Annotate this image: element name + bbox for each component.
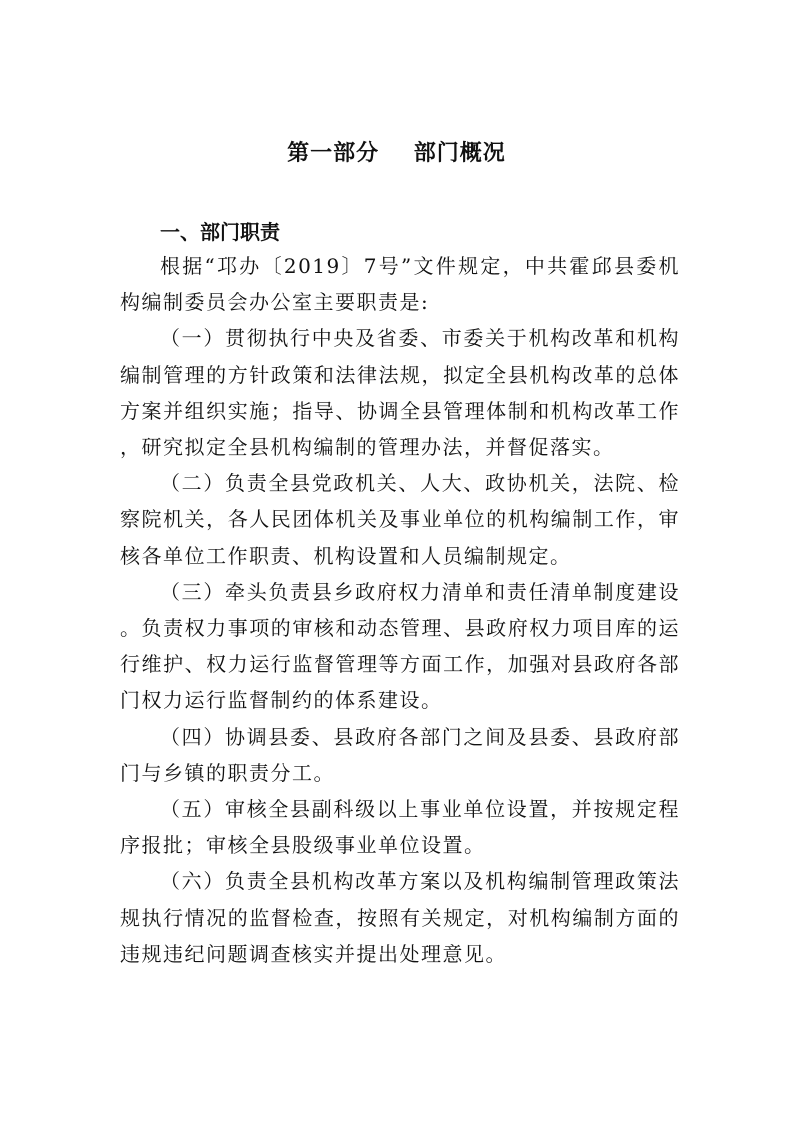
paragraph-duty-4: （四）协调县委、县政府各部门之间及县委、县政府部门与乡镇的职责分工。 [120, 724, 680, 785]
section-heading: 一、部门职责 [160, 220, 280, 244]
paragraph-duty-3: （三）牵头负责县乡政府权力清单和责任清单制度建设。负责权力事项的审核和动态管理、县政府权力项目库的运行维护、权力运行监督管理等方面工作，加强对县政府各部门权力运行监督制约的体系建设。 [120, 579, 680, 713]
paragraph-duty-6: （六）负责全县机构改革方案以及机构编制管理政策法规执行情况的监督检查，按照有关规定，对机构编制方面的违规违纪问题调查核实并提出处理意见。 [120, 869, 680, 966]
paragraph-duty-1: （一）贯彻执行中央及省委、市委关于机构改革和机构编制管理的方针政策和法律法规，拟定全县机构改革的总体方案并组织实施；指导、协调全县管理体制和机构改革工作，研究拟定全县机构编制的管理办法，并督促落实。 [120, 326, 680, 460]
paragraph-intro: 根据“邛办〔2019〕7号”文件规定，中共霍邱县委机构编制委员会办公室主要职责是: [120, 254, 680, 315]
page-title: 第一部分 部门概况 [287, 141, 506, 166]
body-text [120, 248, 680, 972]
paragraph-duty-5: （五）审核全县副科级以上事业单位设置，并按规定程序报批；审核全县股级事业单位设置。 [120, 797, 680, 858]
paragraph-duty-2: （二）负责全县党政机关、人大、政协机关，法院、检察院机关，各人民团体机关及事业单位的机构编制工作，审核各单位工作职责、机构设置和人员编制规定。 [120, 471, 680, 568]
